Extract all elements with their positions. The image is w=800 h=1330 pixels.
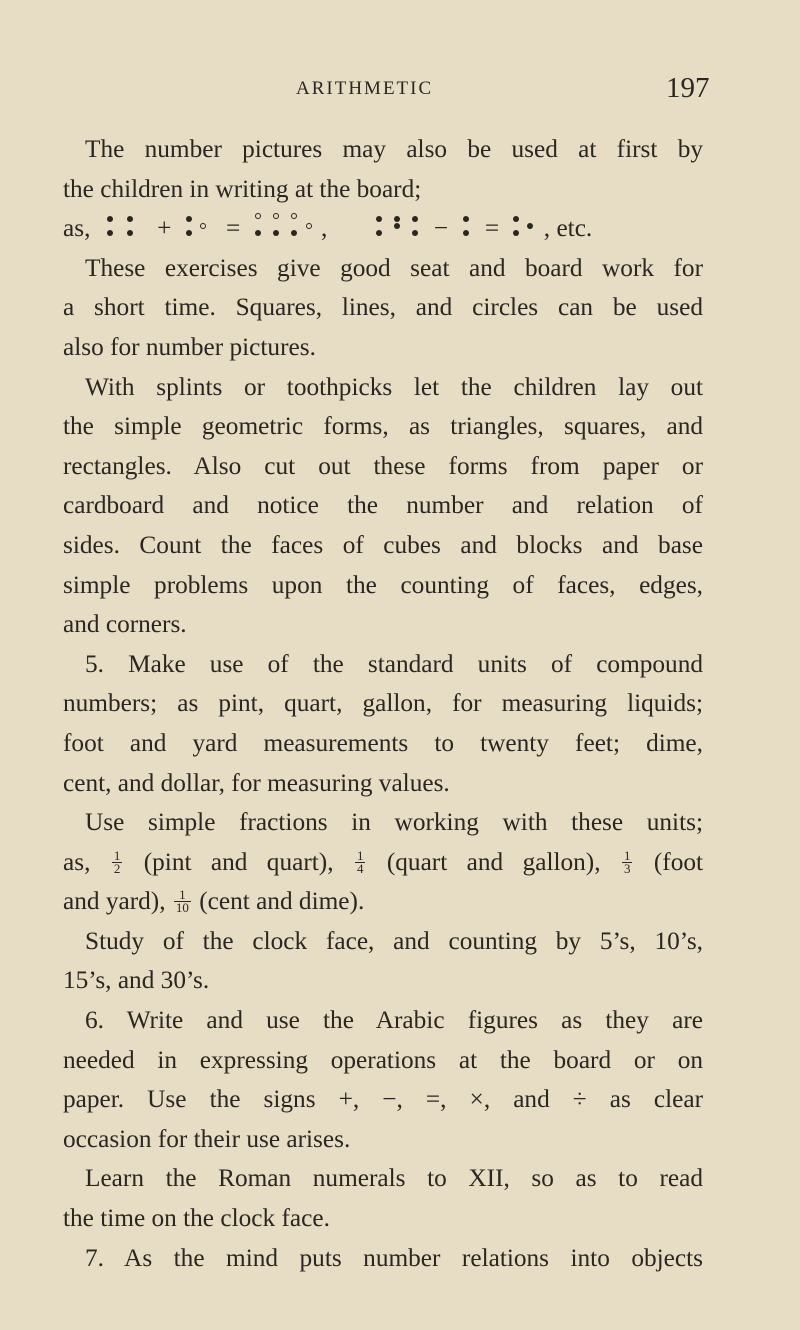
number-picture-line: as, + = , − = , etc.: [63, 209, 703, 249]
text-line: paper. Use the signs +, −, =, ×, and ÷ as clear: [63, 1085, 703, 1114]
fraction-third: $\frac{1}{3}$: [623, 847, 631, 876]
text-fragment: as,: [63, 847, 91, 876]
text-line: a short time. Squares, lines, and circles can be used: [63, 293, 703, 322]
text-line: needed in expressing operations at the board or on: [63, 1045, 703, 1074]
text-fragment: and yard),: [63, 887, 166, 916]
text-line: The number pictures may also be used at first by: [85, 135, 703, 163]
text-line: occasion for their use arises.: [63, 1124, 351, 1153]
fraction-line: [63, 843, 703, 883]
fraction-line: [63, 882, 703, 922]
text-line: 15’s, and 30’s.: [63, 966, 210, 995]
text-fragment: (foot: [653, 847, 704, 876]
text-line: numbers; as pint, quart, gallon, for measuring liquids;: [63, 689, 703, 718]
text-line: the simple geometric forms, as triangles, squares, and: [63, 412, 703, 441]
text-line: sides. Count the faces of cubes and blocks and base: [63, 530, 703, 559]
text-line: the time on the clock face.: [63, 1204, 330, 1233]
text-line: Study of the clock face, and counting by 5’s, 10’s,: [85, 926, 703, 955]
equals-sign: =: [226, 214, 241, 243]
text-line: Use simple fractions in working with these units;: [85, 808, 703, 837]
text-line: Learn the Roman numerals to XII, so as to read: [85, 1164, 703, 1193]
fraction-tenth: $\frac{1}{10}$: [175, 887, 189, 916]
equals-sign: =: [484, 214, 500, 243]
text-line: , etc.: [543, 214, 593, 243]
text-line: foot and yard measurements to twenty feet; dime,: [63, 728, 703, 757]
text-line: simple problems upon the counting of faces, edges,: [63, 570, 703, 599]
fraction-half: $\frac{1}{2}$: [113, 847, 121, 876]
minus-sign: −: [433, 214, 449, 243]
running-head: ARITHMETIC: [296, 78, 434, 99]
plus-sign: +: [157, 214, 172, 243]
text-line: With splints or toothpicks let the children lay out: [85, 372, 703, 401]
text-line: as,: [63, 214, 91, 243]
page-header: [0, 72, 800, 106]
text-line: and corners.: [63, 610, 187, 639]
text-line: also for number pictures.: [63, 332, 316, 361]
page-number: 197: [666, 72, 710, 104]
text-fragment: (quart and gallon),: [386, 847, 601, 876]
dot-picture-2: [461, 210, 473, 240]
text-line: 7. As the mind puts number relations into objects: [85, 1243, 703, 1272]
text-line: 6. Write and use the Arabic figures as they are: [85, 1006, 703, 1035]
text-line: 5. Make use of the standard units of compound: [85, 649, 703, 678]
text-fragment: (cent and dime).: [199, 887, 365, 916]
text-line: cent, and dollar, for measuring values.: [63, 768, 450, 797]
text-line: rectangles. Also cut out these forms from paper or: [63, 451, 703, 480]
dot-picture-4b: [511, 210, 537, 240]
dot-picture-4: [105, 210, 145, 240]
dot-picture-3: [184, 210, 214, 240]
dot-picture-6: [374, 210, 422, 240]
text-line: the children in writing at the board;: [63, 174, 422, 203]
page-body: [63, 130, 703, 1278]
text-fragment: (pint and quart),: [143, 847, 334, 876]
text-line: These exercises give good seat and board work for: [85, 253, 703, 282]
text-line: cardboard and notice the number and relation of: [63, 491, 703, 520]
dot-picture-7: [253, 210, 315, 240]
fraction-quarter: $\frac{1}{4}$: [356, 847, 364, 876]
